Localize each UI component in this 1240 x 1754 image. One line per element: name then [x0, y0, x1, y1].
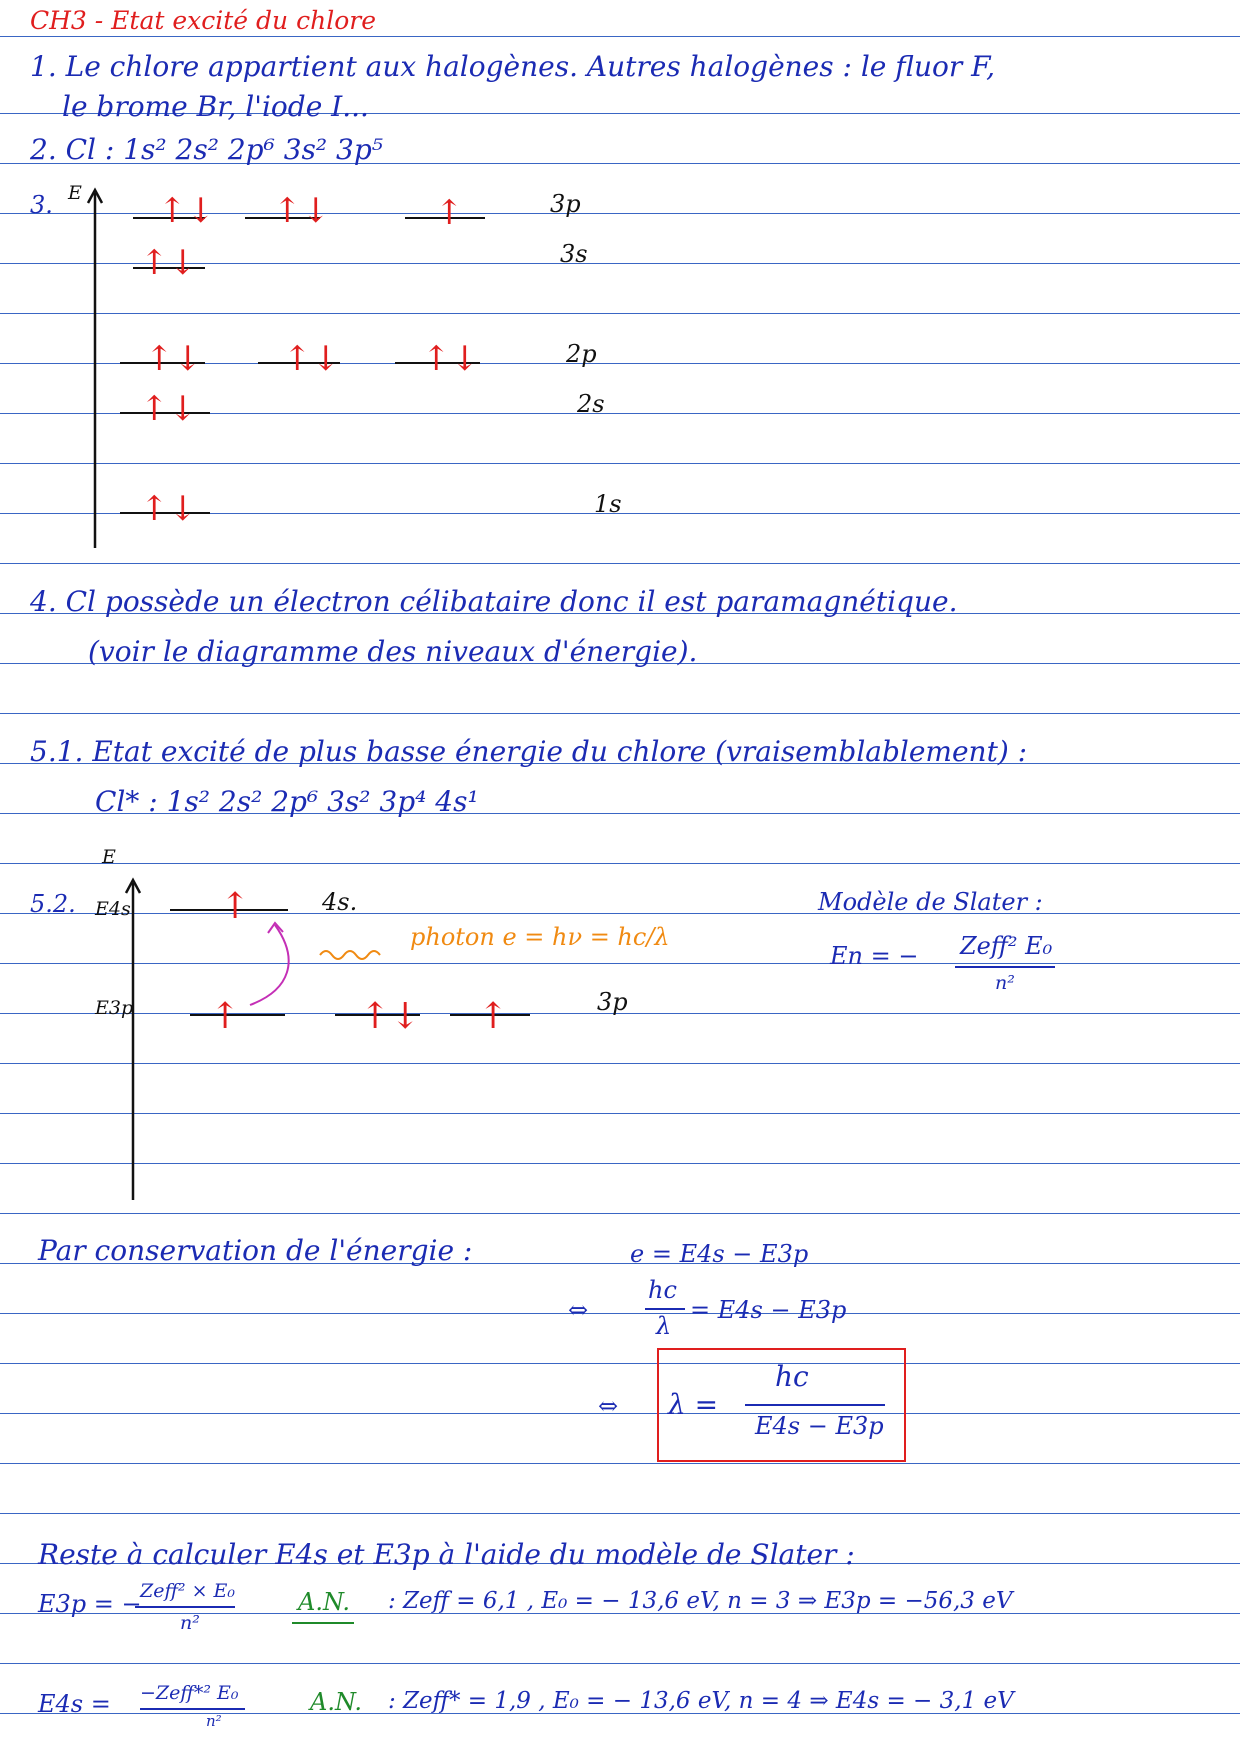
- e4s-an-label: A.N.: [310, 1688, 363, 1716]
- level-label-4s: 4s.: [322, 888, 358, 916]
- e4s-label: E4s: [95, 898, 131, 920]
- q3-axis-label: E: [68, 182, 82, 204]
- lambda-numerator: hc: [775, 1360, 809, 1393]
- electron-pair: ↑↓: [158, 191, 215, 231]
- conservation-eq2-den: λ: [656, 1312, 672, 1340]
- q5-2-axis-label: E: [102, 846, 116, 868]
- level-label-3p-excited: 3p: [597, 988, 628, 1016]
- ruled-line: [0, 1663, 1240, 1664]
- q2-electron-config: 2. Cl : 1s² 2s² 2p⁶ 3s² 3p⁵: [30, 133, 383, 166]
- electron-pair: ↑↓: [140, 389, 197, 429]
- level-label-1s: 1s: [594, 490, 622, 518]
- q5-1-line1: 5.1. Etat excité de plus basse énergie du chlore (vraisemblablement) :: [30, 735, 1028, 768]
- conservation-eq1: e = E4s − E3p: [630, 1240, 809, 1268]
- electron-pair: ↑↓: [283, 339, 340, 379]
- level-label-3p: 3p: [550, 190, 581, 218]
- e3p-numerator: Zeff² × E₀: [140, 1580, 236, 1602]
- electron-single: ↑: [435, 193, 464, 233]
- fraction-bar: [135, 1606, 235, 1608]
- electron-single: ↑: [210, 996, 241, 1037]
- electron-single: ↑: [220, 886, 251, 927]
- ruled-line: [0, 1313, 1240, 1314]
- conservation-label: Par conservation de l'énergie :: [38, 1234, 473, 1267]
- q4-line2: (voir le diagramme des niveaux d'énergie).: [88, 635, 698, 668]
- ruled-line: [0, 1413, 1240, 1414]
- level-label-2p: 2p: [566, 340, 597, 368]
- electron-pair: ↑↓: [273, 191, 330, 231]
- q5-2-number: 5.2.: [30, 890, 76, 918]
- reste-line: Reste à calculer E4s et E3p à l'aide du modèle de Slater :: [38, 1538, 855, 1571]
- fraction-bar: [645, 1308, 685, 1310]
- q5-1-excited-config: Cl* : 1s² 2s² 2p⁶ 3s² 3p⁴ 4s¹: [95, 785, 479, 818]
- ruled-line: [0, 1513, 1240, 1514]
- electron-pair: ↑↓: [145, 339, 202, 379]
- ruled-line: [0, 1463, 1240, 1464]
- fraction-bar: [745, 1404, 885, 1406]
- ruled-line: [0, 1363, 1240, 1364]
- electron-pair: ↑↓: [360, 996, 421, 1037]
- conservation-eq2-num: hc: [648, 1276, 677, 1304]
- conservation-eq2-arrow: ⇔: [568, 1296, 589, 1324]
- q3-number: 3.: [30, 191, 53, 219]
- electron-single: ↑: [478, 996, 509, 1037]
- conservation-eq3-arrow: ⇔: [598, 1392, 619, 1420]
- e3p-an-label: A.N.: [298, 1588, 351, 1616]
- e3p-lhs: E3p = −: [38, 1590, 142, 1618]
- electron-pair: ↑↓: [422, 339, 479, 379]
- e4s-values: : Zeff* = 1,9 , E₀ = − 13,6 eV, n = 4 ⇒ E4s = − 3,1 eV: [388, 1688, 1014, 1714]
- e4s-denominator: n²: [206, 1712, 222, 1730]
- an-underline: [292, 1622, 354, 1624]
- electron-pair: ↑↓: [140, 489, 197, 529]
- e4s-numerator: −Zeff*² E₀: [140, 1682, 239, 1704]
- fraction-bar: [955, 966, 1055, 968]
- page-title: CH3 - Etat excité du chlore: [30, 6, 376, 35]
- level-label-2s: 2s: [577, 390, 605, 418]
- slater-formula-numerator: Zeff² E₀: [960, 932, 1053, 960]
- fraction-bar: [140, 1708, 245, 1710]
- q4-line1: 4. Cl possède un électron célibataire donc il est paramagnétique.: [30, 585, 958, 618]
- electron-pair: ↑↓: [140, 243, 197, 283]
- slater-title: Modèle de Slater :: [818, 888, 1043, 916]
- photon-energy-label: photon e = hν = hc/λ: [410, 923, 670, 951]
- slater-formula-denominator: n²: [995, 972, 1015, 994]
- lambda-denominator: E4s − E3p: [755, 1412, 884, 1440]
- e3p-label: E3p: [95, 997, 134, 1019]
- conservation-eq2-rhs: = E4s − E3p: [690, 1296, 847, 1324]
- slater-formula-lhs: En = −: [830, 942, 919, 970]
- e3p-denominator: n²: [180, 1612, 200, 1634]
- e3p-values: : Zeff = 6,1 , E₀ = − 13,6 eV, n = 3 ⇒ E3p = −56,3 eV: [388, 1588, 1013, 1614]
- q1-line1: 1. Le chlore appartient aux halogènes. Autres halogènes : le fluor F,: [30, 50, 996, 83]
- e4s-lhs: E4s =: [38, 1690, 111, 1718]
- level-label-3s: 3s: [560, 240, 588, 268]
- lambda-lhs: λ =: [668, 1388, 719, 1421]
- q1-line2: le brome Br, l'iode I...: [62, 90, 369, 123]
